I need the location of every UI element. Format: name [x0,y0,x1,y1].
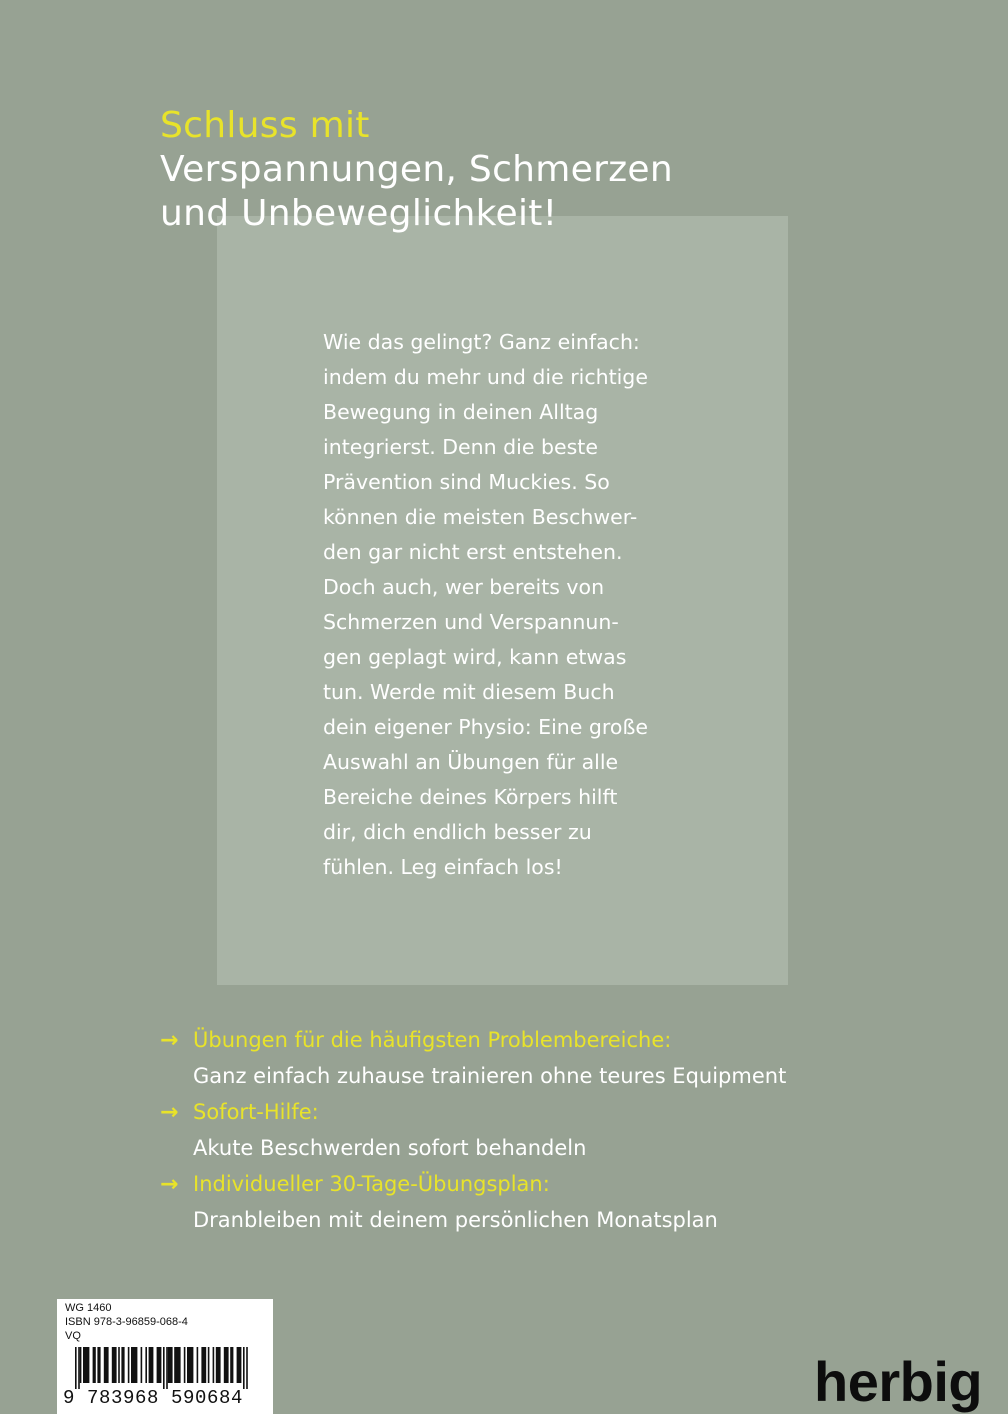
feature-title: Individueller 30-Tage-Übungsplan: [193,1172,550,1196]
blurb-line: indem du mehr und die richtige [323,365,648,389]
blurb-line: integrierst. Denn die beste [323,435,598,459]
arrow-right-icon: → [160,1172,179,1197]
barcode-label [57,1299,273,1414]
feature-description: Dranbleiben mit deinem persönlichen Monatsplan [193,1208,718,1232]
feature-description: Akute Beschwerden sofort behandeln [193,1136,587,1160]
blurb-line: dein eigener Physio: Eine große [323,715,648,739]
feature-item [160,1166,880,1238]
publisher-logo: herbig [814,1350,983,1413]
barcode-meta [65,1301,188,1343]
feature-item [160,1022,880,1094]
blurb-line: den gar nicht erst entstehen. [323,540,623,564]
headline [160,104,860,236]
blurb-line: fühlen. Leg einfach los! [323,855,563,879]
blurb-line: Wie das gelingt? Ganz einfach: [323,330,640,354]
feature-description: Ganz einfach zuhause trainieren ohne teures Equipment [193,1064,787,1088]
blurb-line: tun. Werde mit diesem Buch [323,680,615,704]
arrow-right-icon: → [160,1100,179,1125]
blurb-line: Schmerzen und Verspannun- [323,610,619,634]
headline-line-3: und Unbeweglichkeit! [160,193,558,234]
warengruppe-code: WG 1460 [65,1302,112,1314]
blurb-line: dir, dich endlich besser zu [323,820,592,844]
feature-item [160,1094,880,1166]
feature-list [160,1022,880,1238]
isbn-number: ISBN 978-3-96859-068-4 [65,1316,188,1328]
blurb-line: Bereiche deines Körpers hilft [323,785,618,809]
vq-code: VQ [65,1330,81,1342]
headline-line-1: Schluss mit [160,105,370,146]
blurb-text [323,325,723,885]
blurb-line: Prävention sind Muckies. So [323,470,610,494]
blurb-line: können die meisten Beschwer- [323,505,638,529]
headline-line-2: Verspannungen, Schmerzen [160,149,673,190]
blurb-line: Bewegung in deinen Alltag [323,400,599,424]
feature-title: Sofort-Hilfe: [193,1100,319,1124]
blurb-line: gen geplagt wird, kann etwas [323,645,627,669]
arrow-right-icon: → [160,1028,179,1053]
barcode-icon [75,1347,263,1389]
barcode-digits: 9 783968 590684 [63,1387,244,1409]
blurb-line: Auswahl an Übungen für alle [323,750,619,774]
feature-title: Übungen für die häufigsten Problembereiche: [193,1028,672,1052]
blurb-line: Doch auch, wer bereits von [323,575,605,599]
